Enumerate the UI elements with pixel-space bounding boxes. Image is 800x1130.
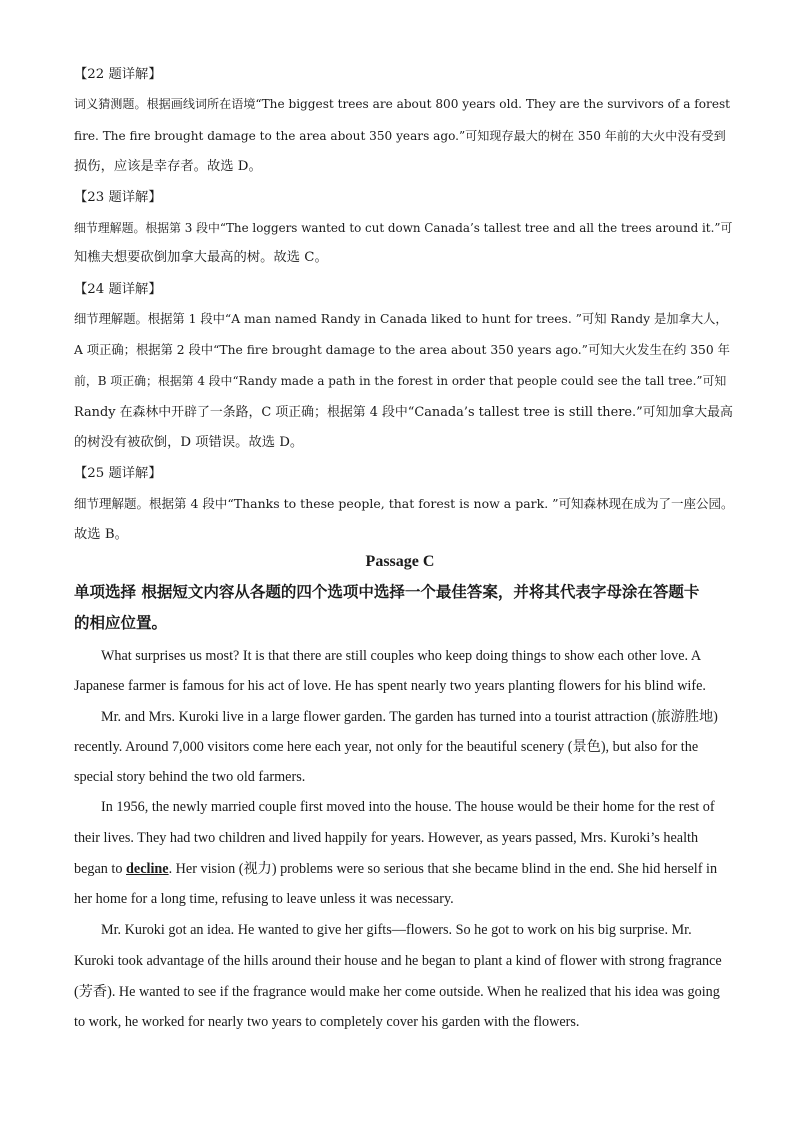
paragraph-4-line-3: (芳香). He wanted to see if the fragrance would make her come outside. When he realized that his idea was going: [74, 984, 720, 1000]
paragraph-4-line-2: Kuroki took advantage of the hills around their house and he began to plant a kind of flower with strong fragrance: [74, 953, 722, 969]
q23-line-1: 细节理解题。根据第 3 段中“The loggers wanted to cut down Canada’s tallest tree and all the trees around it.”可: [74, 221, 733, 235]
paragraph-2-line-2: recently. Around 7,000 visitors come here each year, not only for the beautiful scenery (景色), but also for the: [74, 739, 699, 755]
instruction-line-2: 的相应位置。: [74, 614, 168, 632]
q25-header: 【25 题详解】: [74, 466, 162, 481]
paragraph-4-line-4: to work, he worked for nearly two years to completely cover his garden with the flowers.: [74, 1014, 580, 1030]
passage-title: Passage C: [365, 553, 435, 570]
q24-header: 【24 题详解】: [74, 282, 162, 297]
q23-header: 【23 题详解】: [74, 190, 162, 205]
paragraph-1-line-2: Japanese farmer is famous for his act of love. He has spent nearly two years planting flowers for his blind wife.: [74, 678, 706, 694]
q24-line-1: 细节理解题。根据第 1 段中“A man named Randy in Canada liked to hunt for trees. ”可知 Randy 是加拿大人，: [74, 312, 728, 326]
q24-line-5: 的树没有被砍倒，D 项错误。故选 D。: [74, 435, 304, 450]
paragraph-3-line-3-start: began to: [74, 861, 127, 877]
q24-line-4: Randy 在森林中开辟了一条路，C 项正确；根据第 4 段中“Canada’s tallest tree is still there.”可知加拿大最高: [74, 405, 733, 420]
q25-line-2: 故选 B。: [74, 527, 128, 542]
paragraph-2-line-1: Mr. and Mrs. Kuroki live in a large flower garden. The garden has turned into a tourist attraction (旅游胜地): [101, 709, 718, 725]
q24-line-3: 前，B 项正确；根据第 4 段中“Randy made a path in the forest in order that people could see the tall tree.”可知: [74, 374, 727, 388]
paragraph-3-line-4: her home for a long time, refusing to leave unless it was necessary.: [74, 891, 454, 907]
instruction-line-1: 单项选择 根据短文内容从各题的四个选项中选择一个最佳答案，并将其代表字母涂在答题卡: [74, 583, 700, 601]
q22-line-3: 损伤，应该是幸存者。故选 D。: [74, 159, 262, 174]
paragraph-4-line-1: Mr. Kuroki got an idea. He wanted to give her gifts—flowers. So he got to work on his big surprise. Mr.: [101, 922, 692, 938]
paragraph-2-line-3: special story behind the two old farmers.: [74, 769, 306, 785]
paragraph-3-line-3: [74, 860, 734, 878]
paragraph-3-line-2: their lives. They had two children and lived happily for years. However, as years passed, Mrs. Kuroki’s health: [74, 830, 699, 846]
q22-header: 【22 题详解】: [74, 67, 162, 82]
q22-line-1: 词义猜测题。根据画线词所在语境“The biggest trees are about 800 years old. They are the survivors of a forest: [74, 97, 731, 111]
paragraph-1-line-1: What surprises us most? It is that there are still couples who keep doing things to show each other love. A: [101, 648, 702, 664]
q25-line-1: 细节理解题。根据第 4 段中“Thanks to these people, that forest is now a park. ”可知森林现在成为了一座公园。: [74, 496, 734, 511]
q24-line-2: A 项正确；根据第 2 段中“The fire brought damage to the area about 350 years ago.”可知大火发生在约 350 年: [74, 343, 730, 357]
q23-line-2: 知樵夫想要砍倒加拿大最高的树。故选 C。: [74, 250, 328, 265]
q22-line-2: fire. The fire brought damage to the area about 350 years ago.”可知现存最大的树在 350 年前的大火中没有受到: [74, 129, 726, 143]
paragraph-3-line-1: In 1956, the newly married couple first moved into the house. The house would be their home for the rest of: [101, 799, 715, 815]
paragraph-3-line-3-end: . Her vision (视力) problems were so serious that she became blind in the end. She hid herself in: [168, 861, 718, 877]
underlined-word: decline: [126, 861, 169, 877]
